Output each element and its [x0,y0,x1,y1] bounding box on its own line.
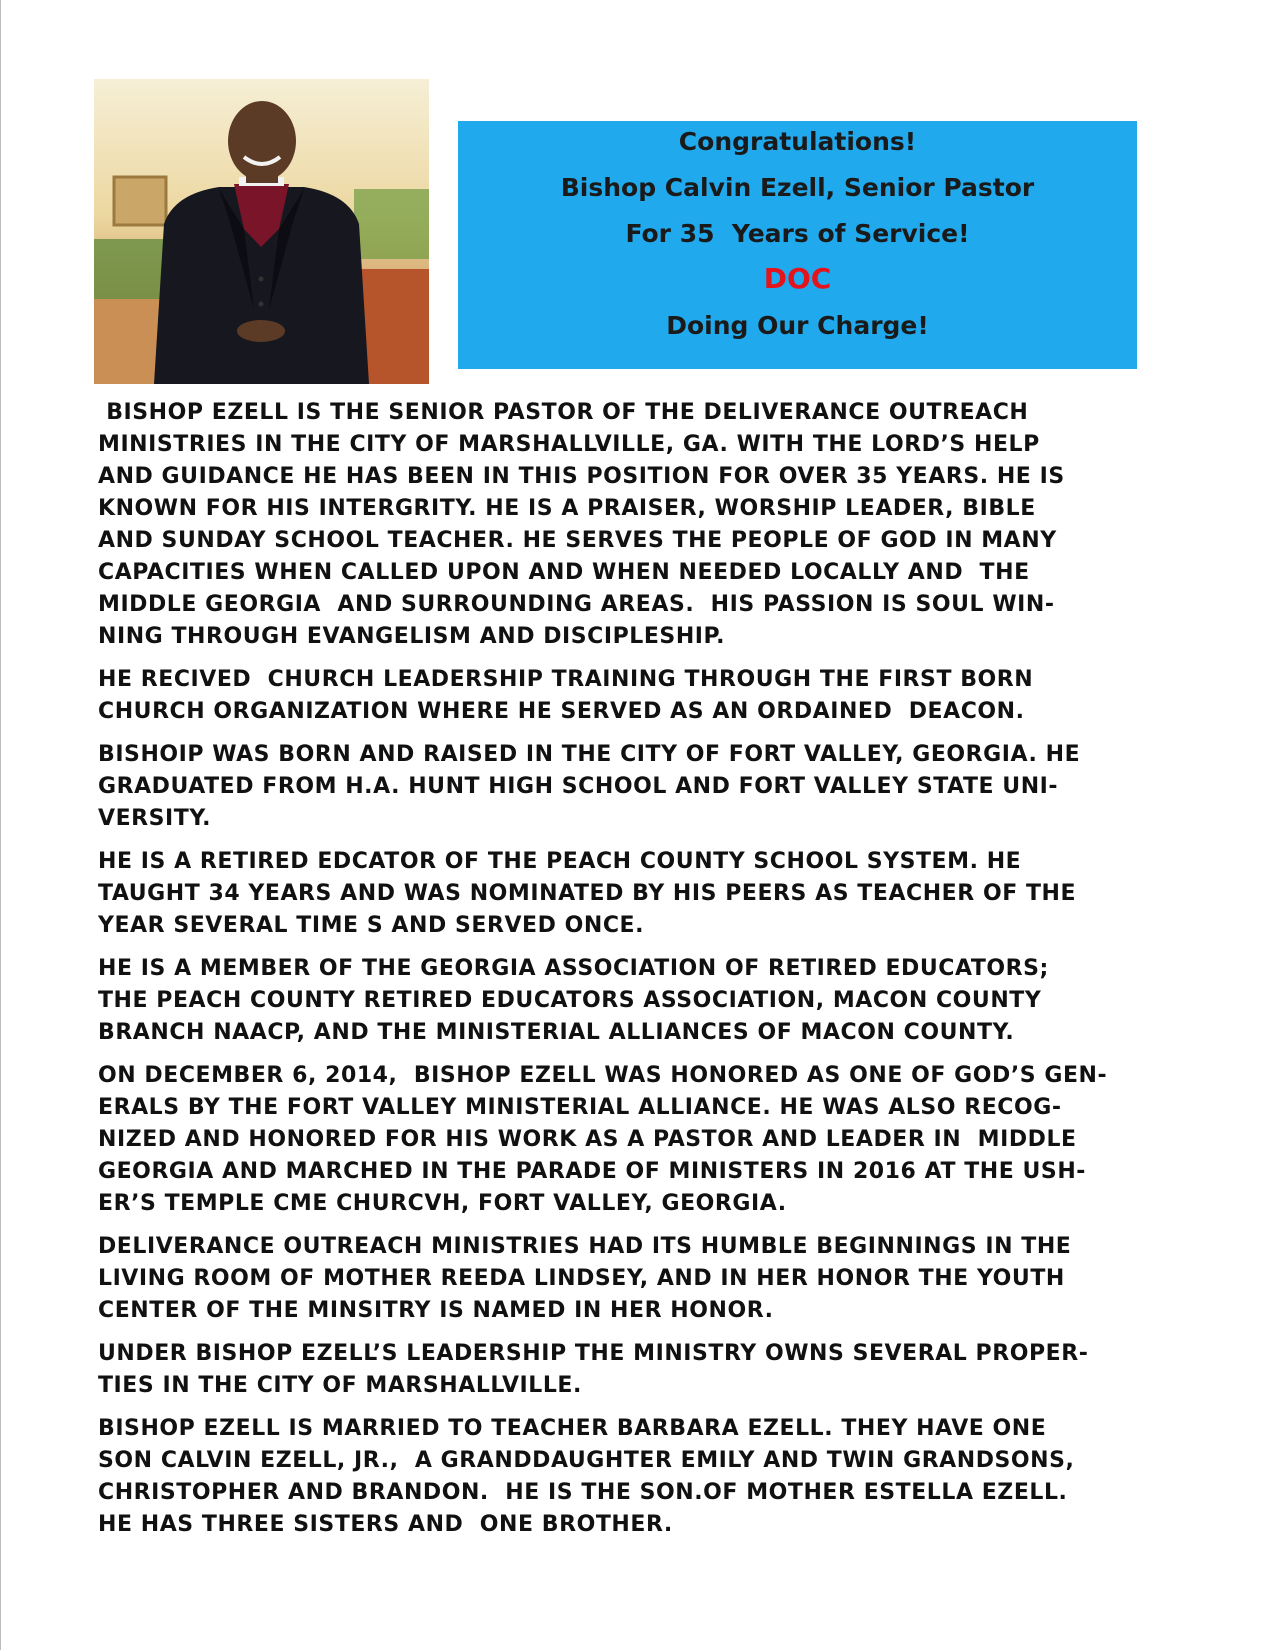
paragraph-born-and-raised [98,739,1198,835]
text-line: MIDDLE GEORGIA AND SURROUNDING AREAS. HIS PASSION IS SOUL WIN- [98,592,1055,617]
text-line: TIES IN THE CITY OF MARSHALLVILLE. [98,1373,582,1398]
text-line: AND SUNDAY SCHOOL TEACHER. HE SERVES THE PEOPLE OF GOD IN MANY [98,528,1057,553]
text-line: CHURCH ORGANIZATION WHERE HE SERVED AS AN ORDAINED DEACON. [98,699,1025,724]
text-line: GEORGIA AND MARCHED IN THE PARADE OF MINISTERS IN 2016 AT THE USH- [98,1159,1086,1184]
text-line: NIZED AND HONORED FOR HIS WORK AS A PASTOR AND LEADER IN MIDDLE [98,1127,1077,1152]
text-line: BISHOP EZELL IS MARRIED TO TEACHER BARBARA EZELL. THEY HAVE ONE [98,1416,1047,1441]
text-line: MINISTRIES IN THE CITY OF MARSHALLVILLE, GA. WITH THE LORD’S HELP [98,432,1040,457]
paragraph-honors [98,1060,1198,1220]
text-line: TAUGHT 34 YEARS AND WAS NOMINATED BY HIS PEERS AS TEACHER OF THE [98,881,1077,906]
paragraph-family [98,1413,1198,1541]
text-line: GRADUATED FROM H.A. HUNT HIGH SCHOOL AND FORT VALLEY STATE UNI- [98,774,1059,799]
paragraph-leadership-training [98,664,1198,728]
text-line: HE RECIVED CHURCH LEADERSHIP TRAINING THROUGH THE FIRST BORN [98,667,1034,692]
banner-pastor-name: Bishop Calvin Ezell, Senior Pastor [560,173,1035,202]
text-line: CENTER OF THE MINSITRY IS NAMED IN HER HONOR. [98,1298,774,1323]
text-line: BISHOP EZELL IS THE SENIOR PASTOR OF THE DELIVERANCE OUTREACH [98,400,1029,425]
paragraph-beginnings [98,1231,1198,1327]
text-line: ON DECEMBER 6, 2014, BISHOP EZELL WAS HONORED AS ONE OF GOD’S GEN- [98,1063,1108,1088]
banner-years-of-service: For 35 Years of Service! [625,219,970,248]
paragraph-retired-educator [98,846,1198,942]
text-line: KNOWN FOR HIS INTERGRITY. HE IS A PRAISER, WORSHIP LEADER, BIBLE [98,496,1036,521]
text-line: HE IS A MEMBER OF THE GEORGIA ASSOCIATION OF RETIRED EDUCATORS; [98,956,1049,981]
banner-doc: DOC [763,262,832,295]
text-line: NING THROUGH EVANGELISM AND DISCIPLESHIP. [98,624,726,649]
text-line: UNDER BISHOP EZELL’S LEADERSHIP THE MINISTRY OWNS SEVERAL PROPER- [98,1341,1089,1366]
banner-congratulations: Congratulations! [678,127,917,156]
paragraph-senior-pastor [98,397,1198,653]
text-line: BISHOIP WAS BORN AND RAISED IN THE CITY OF FORT VALLEY, GEORGIA. HE [98,742,1081,767]
text-line: LIVING ROOM OF MOTHER REEDA LINDSEY, AND IN HER HONOR THE YOUTH [98,1266,1065,1291]
text-line: CAPACITIES WHEN CALLED UPON AND WHEN NEEDED LOCALLY AND THE [98,560,1030,585]
text-line: ERALS BY THE FORT VALLEY MINISTERIAL ALLIANCE. HE WAS ALSO RECOG- [98,1095,1062,1120]
text-line: CHRISTOPHER AND BRANDON. HE IS THE SON.OF MOTHER ESTELLA EZELL. [98,1480,1068,1505]
text-line: THE PEACH COUNTY RETIRED EDUCATORS ASSOCIATION, MACON COUNTY [98,988,1042,1013]
pastor-photo [94,79,429,384]
paragraph-memberships [98,953,1198,1049]
text-line: HE IS A RETIRED EDCATOR OF THE PEACH COUNTY SCHOOL SYSTEM. HE [98,849,1022,874]
pastor-photo-illustration [94,79,429,384]
text-line: VERSITY. [98,806,212,831]
page-edge-line [0,0,1,1650]
text-line: YEAR SEVERAL TIME S AND SERVED ONCE. [98,913,645,938]
congratulations-banner [458,121,1137,369]
text-line: DELIVERANCE OUTREACH MINISTRIES HAD ITS HUMBLE BEGINNINGS IN THE [98,1234,1072,1259]
biography-text [98,397,1198,1552]
text-line: SON CALVIN EZELL, JR., A GRANDDAUGHTER EMILY AND TWIN GRANDSONS, [98,1448,1075,1473]
text-line: AND GUIDANCE HE HAS BEEN IN THIS POSITION FOR OVER 35 YEARS. HE IS [98,464,1065,489]
text-line: ER’S TEMPLE CME CHURCVH, FORT VALLEY, GEORGIA. [98,1191,787,1216]
text-line: HE HAS THREE SISTERS AND ONE BROTHER. [98,1512,673,1537]
text-line: BRANCH NAACP, AND THE MINISTERIAL ALLIANCES OF MACON COUNTY. [98,1020,1015,1045]
paragraph-properties [98,1338,1198,1402]
banner-doing-our-charge: Doing Our Charge! [666,311,929,340]
